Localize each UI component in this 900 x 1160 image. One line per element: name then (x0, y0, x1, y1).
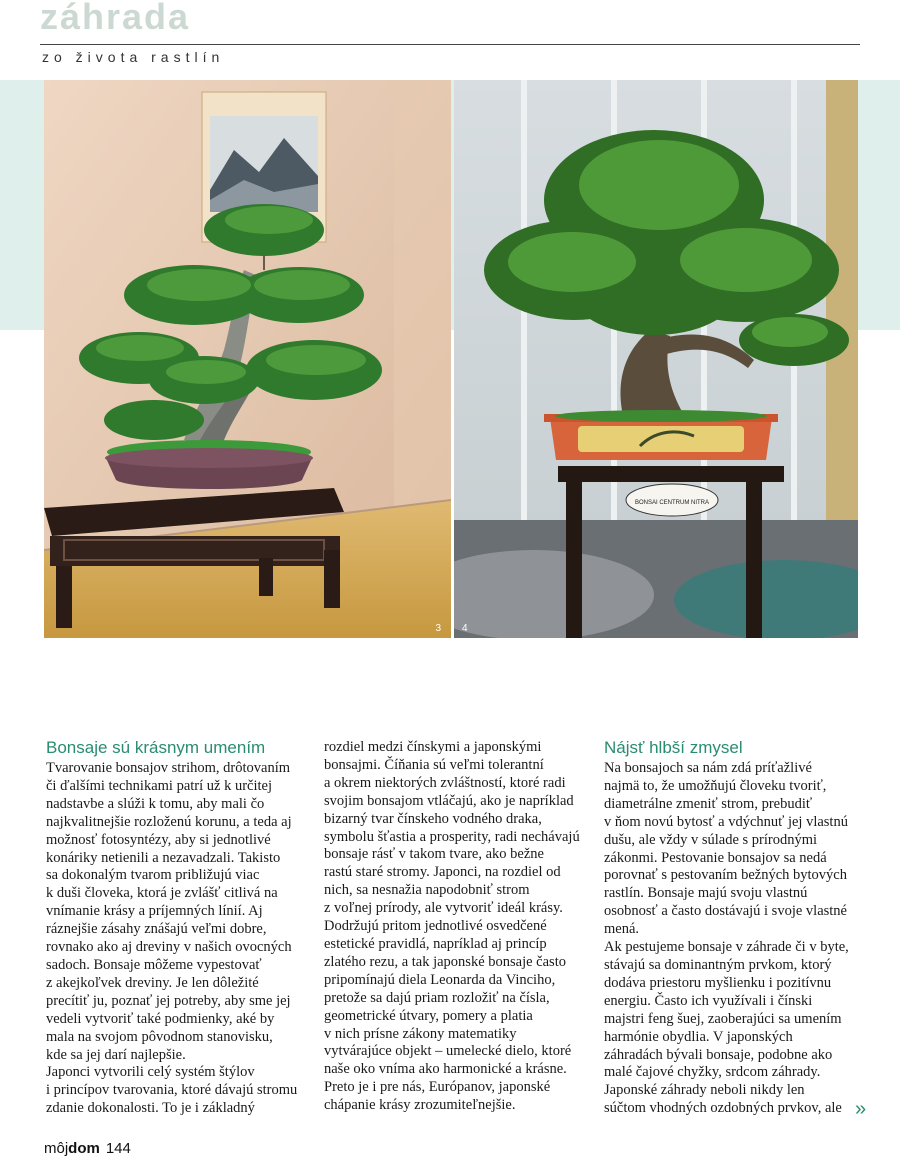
article-column-3 (604, 738, 858, 1118)
text-line: súčtom vhodných ozdobných prvkov, ale (604, 1100, 842, 1117)
text-line: estetické pravidlá, napríklad aj princíp (324, 935, 547, 952)
text-line: Japonské záhrady neboli nikdy len (604, 1082, 805, 1099)
text-line: k duši človeka, ktorá je zvlášť citlivá na (46, 885, 278, 902)
text-line: sadoch. Bonsaje môžeme vypestovať (46, 956, 262, 973)
text-line: z voľnej prírody, ale vytvoriť ideál krásy. (324, 900, 563, 917)
text-line: bizarný tvar čínskeho vodného draka, (324, 810, 542, 827)
text-line: najmä to, že umožňujú človeku tvoriť, (604, 777, 827, 794)
photo-white-pine-bonsai (44, 80, 451, 638)
text-line: rovnako ako aj dreviny v našich ovocných (46, 939, 292, 956)
text-line: malé čajové chyžky, srdcom záhrady. (604, 1064, 821, 1081)
text-line: mená. (604, 921, 640, 938)
text-line: Na bonsajoch sa nám zdá príťažlivé (604, 760, 812, 776)
header-rule (40, 44, 860, 45)
text-line: i princípov tvarovania, ktoré dávajú stromu (46, 1082, 298, 1099)
text-line: osobnosť a často dostávajú i svoje vlastné (604, 903, 847, 920)
section-title: záhrada (40, 0, 191, 37)
text-line: Ak pestujeme bonsaje v záhrade či v byte, (604, 939, 849, 956)
text-line: rastú staré stromy. Japonci, na rozdiel od (324, 864, 561, 881)
text-line: ráznejšie zásahy znášajú veľmi dobre, (46, 921, 267, 938)
text-line: v nich prísne zákony matematiky (324, 1025, 517, 1042)
text-line: sa dokonalým tvarom približujú viac (46, 867, 260, 884)
text-line: Preto je i pre nás, Európanov, japonské (324, 1079, 551, 1096)
text-line: bonsaje rásť v takom tvare, ako bežne (324, 846, 544, 863)
text-line: dušu, ale vždy v súlade s prírodnými (604, 831, 818, 848)
column-3-heading: Nájsť hlbší zmysel (604, 738, 743, 757)
text-line: či ďalšími technikami patrí už k určitej (46, 777, 272, 794)
stand-label: BONSAI CENTRUM NITRA (634, 500, 710, 506)
text-line: zlatého rezu, a tak japonské bonsaje často (324, 953, 566, 970)
text-line: z akejkoľvek dreviny. Je len dôležité (46, 974, 259, 991)
continue-marker: » (855, 1098, 867, 1120)
text-line: svojim bonsajom vtláčajú, ako je napríklad (324, 792, 574, 809)
text-line: nich, sa nesnažia napodobniť strom (324, 882, 530, 899)
text-line: Japonci vytvorili celý systém štýlov (46, 1064, 255, 1081)
brand-prefix: môj (44, 1140, 69, 1157)
text-line: precítiť ju, poznať jej potreby, aby sme jej (46, 992, 291, 1009)
text-line: energiu. Často ich využívali i čínski (604, 992, 813, 1009)
text-line: symbolu šťastia a prosperity, radi nechávajú (324, 828, 580, 845)
text-line: možnosť fotosyntézy, aby si jednotlivé (46, 831, 271, 848)
text-line: a okrem niektorých zvláštností, ktoré radi (324, 774, 566, 791)
text-line: konáriky netienili a nezavadzali. Takisto (46, 849, 281, 866)
text-line: pretože sa dajú priam rozložiť na čísla, (324, 989, 550, 1006)
text-line: Tvarovanie bonsajov strihom, drôtovaním (46, 760, 291, 776)
text-line: rozdiel medzi čínskymi a japonskými (324, 739, 542, 755)
column-1-heading: Bonsaje sú krásnym umením (46, 738, 266, 757)
text-line: chápanie krásy zrozumiteľnejšie. (324, 1097, 516, 1114)
article-column-2 (324, 739, 586, 1115)
text-line: dodáva priestoru myšlienku i pozitívnu (604, 974, 832, 991)
text-line: harmónie obydlia. V japonských (604, 1028, 793, 1045)
column-2-text (324, 739, 586, 1115)
text-line: v ňom novú bytosť a vdýchnuť jej vlastnú (604, 813, 848, 830)
text-line: pripomínajú diela Leonarda da Vinciho, (324, 971, 556, 988)
text-line: vytvárajúce objekt – umelecké dielo, ktoré (324, 1043, 572, 1060)
article-column-1 (46, 738, 304, 1118)
text-line: Dodržujú pritom jednotlivé osvedčené (324, 918, 547, 935)
white-pine-bonsai-photo-illustration (44, 80, 451, 638)
section-subtitle: zo života rastlín (42, 49, 225, 65)
text-line: bonsajmi. Číňania sú veľmi tolerantní (324, 756, 544, 773)
text-line: zdanie dokonalosti. To je i základný (46, 1100, 255, 1117)
page-number: 144 (105, 1140, 131, 1157)
text-line: naše oko vníma ako harmonické a krásne. (324, 1061, 567, 1078)
text-line: rastlín. Bonsaje majú svoju vlastnú (604, 885, 808, 902)
text-line: záhradách bývali bonsaje, podobne ako (604, 1046, 833, 1063)
text-line: najkvalitnejšie rozloženú korunu, a teda aj (46, 813, 292, 830)
column-1-text (46, 760, 304, 1118)
photo-number: 3 (435, 623, 441, 634)
text-line: porovnať s pestovaním bežných bytových (604, 867, 847, 884)
text-line: diametrálne zmeniť strom, prebudiť (604, 795, 813, 812)
photo-ficus-bonsai (454, 80, 858, 638)
column-3-text (604, 760, 858, 1118)
text-line: majstri feng šuej, zaoberajúci sa umením (604, 1010, 842, 1027)
text-line: mala na svojom pôvodnom stanovisku, (46, 1028, 273, 1045)
brand-suffix: dom (68, 1140, 100, 1157)
text-line: zákonmi. Pestovanie bonsajov sa nedá (604, 849, 827, 866)
text-line: vnímanie krásy a príjemných línií. Aj (46, 903, 263, 920)
text-line: kde sa jej darí najlepšie. (46, 1046, 186, 1063)
text-line: vedeli vytvoriť také podmienky, aké by (46, 1010, 275, 1027)
photo-number: 4 (462, 623, 468, 634)
text-line: stávajú sa dominantným prvkom, ktorý (604, 956, 832, 973)
ficus-bonsai-photo-illustration (454, 80, 858, 638)
footer-brand (44, 1140, 131, 1157)
text-line: nadstavbe a slúži k tomu, aby mali čo (46, 795, 265, 812)
text-line: geometrické útvary, pomery a platia (324, 1007, 533, 1024)
